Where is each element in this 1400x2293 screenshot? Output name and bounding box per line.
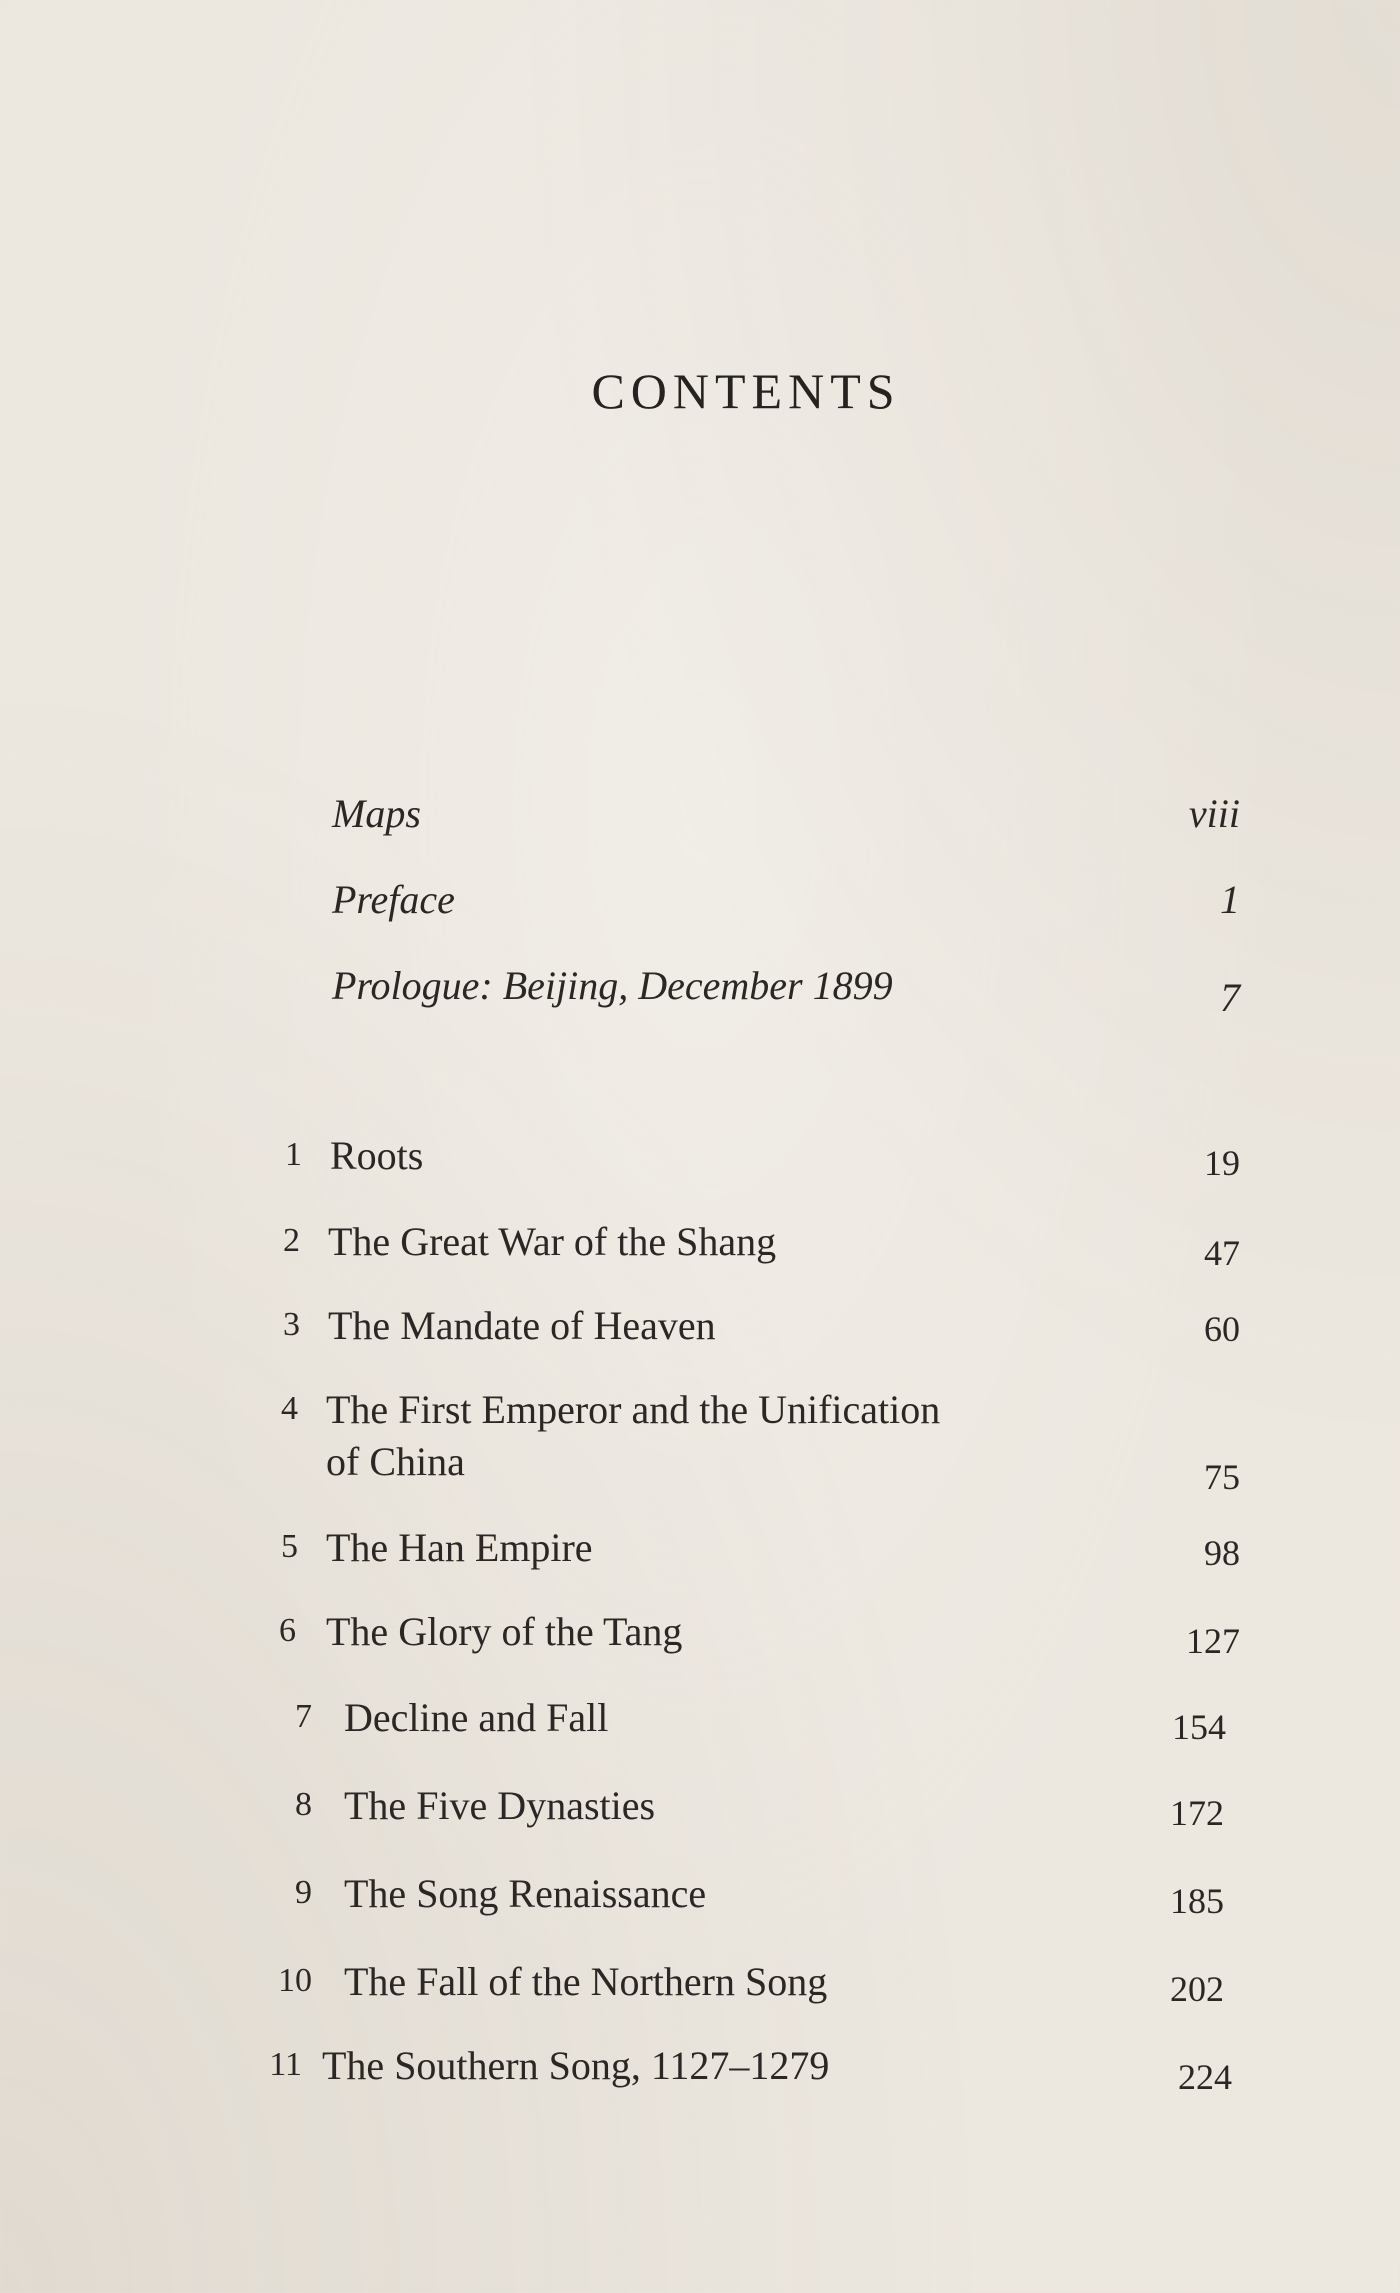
chapter-number: 4 — [281, 1390, 298, 1427]
chapter-number: 2 — [283, 1222, 300, 1259]
chapter-number: 8 — [295, 1786, 312, 1823]
chapter-page: 154 — [1172, 1707, 1226, 1747]
chapter-title: The Mandate of Heaven — [328, 1303, 716, 1348]
chapter-title: The Song Renaissance — [344, 1871, 707, 1916]
front-matter-label: Preface — [332, 877, 455, 922]
front-matter-item-maps — [0, 790, 1240, 850]
chapter-row-5 — [0, 1522, 1240, 1582]
chapter-page: 202 — [1170, 1969, 1224, 2009]
chapter-row-9 — [0, 1868, 1224, 1928]
chapter-row-1 — [0, 1130, 1240, 1190]
chapter-title: Decline and Fall — [344, 1695, 609, 1740]
chapter-row-4 — [0, 1384, 1240, 1514]
chapter-page: 185 — [1170, 1881, 1224, 1921]
chapter-number: 10 — [278, 1962, 312, 1999]
chapter-number: 3 — [283, 1306, 300, 1343]
front-matter-page: 1 — [1220, 877, 1240, 922]
chapter-page: 172 — [1170, 1793, 1224, 1833]
chapter-row-3 — [0, 1300, 1240, 1360]
chapter-title: The Great War of the Shang — [328, 1219, 777, 1264]
chapter-number: 6 — [279, 1612, 296, 1649]
chapter-row-8 — [0, 1780, 1224, 1840]
chapter-page: 127 — [1186, 1621, 1240, 1661]
chapter-page: 98 — [1204, 1533, 1240, 1573]
front-matter-item-prologue — [0, 962, 1240, 1022]
chapter-row-7 — [0, 1692, 1226, 1752]
chapter-title: Roots — [330, 1133, 424, 1178]
chapter-title-continued: of China — [326, 1439, 465, 1484]
chapter-row-11 — [0, 2040, 1232, 2100]
chapter-page: 19 — [1204, 1143, 1240, 1183]
front-matter-label: Prologue: Beijing, December 1899 — [332, 963, 893, 1008]
contents-heading: CONTENTS — [591, 363, 901, 419]
chapter-number: 9 — [295, 1874, 312, 1911]
chapter-page: 60 — [1204, 1309, 1240, 1349]
front-matter-page: 7 — [1220, 975, 1240, 1020]
front-matter-page: viii — [1188, 791, 1240, 836]
chapter-page: 47 — [1204, 1233, 1240, 1273]
chapter-number: 7 — [295, 1698, 312, 1735]
chapter-page: 224 — [1178, 2057, 1232, 2097]
chapter-title: The Glory of the Tang — [326, 1609, 683, 1654]
chapter-title: The Fall of the Northern Song — [344, 1959, 828, 2004]
chapter-title: The Five Dynasties — [344, 1783, 656, 1828]
chapter-row-10 — [0, 1956, 1224, 2016]
chapter-row-6 — [0, 1606, 1240, 1666]
chapter-number: 5 — [281, 1528, 298, 1565]
chapter-page: 75 — [1204, 1457, 1240, 1497]
chapter-number: 1 — [285, 1136, 302, 1173]
front-matter-item-preface — [0, 876, 1240, 936]
chapter-title: The Han Empire — [326, 1525, 593, 1570]
chapter-number: 11 — [269, 2046, 302, 2083]
chapter-title: The Southern Song, 1127–1279 — [322, 2043, 830, 2088]
chapter-row-2 — [0, 1216, 1240, 1276]
front-matter-label: Maps — [332, 791, 421, 836]
chapter-title: The First Emperor and the Unification — [326, 1387, 941, 1432]
